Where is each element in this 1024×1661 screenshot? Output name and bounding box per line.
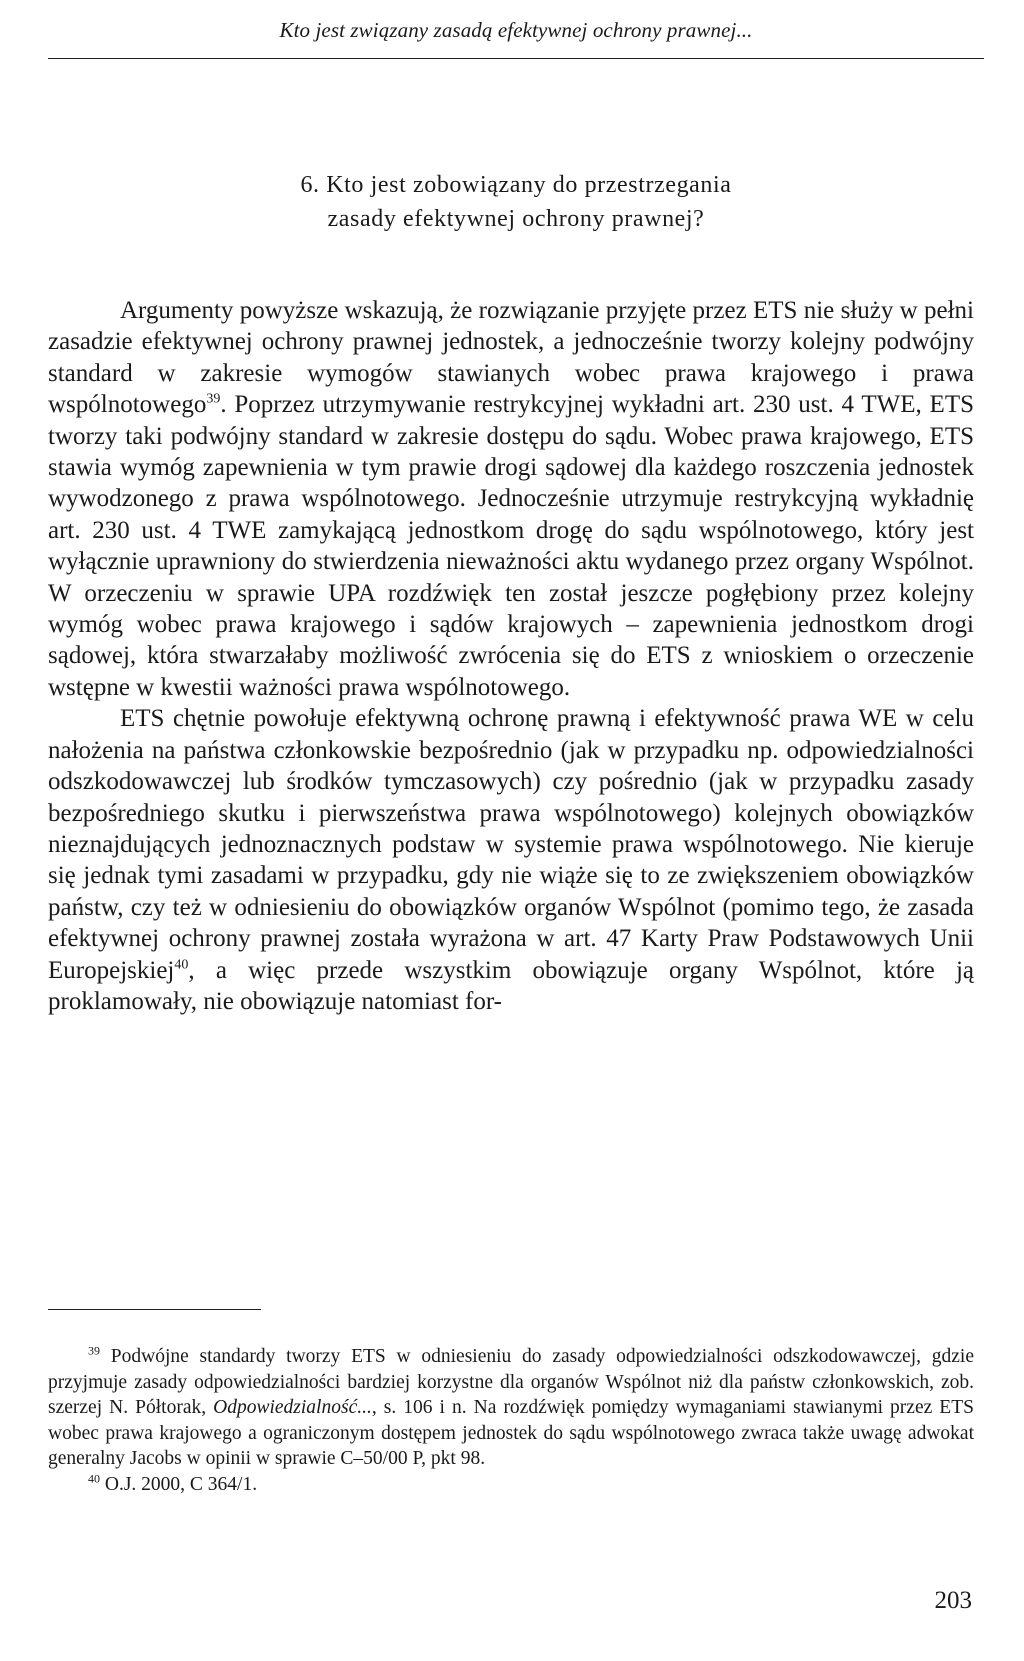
paragraph-1-text-b: . Poprzez utrzymywanie restrykcyjnej wykładni art. 230 ust. 4 TWE, ETS tworzy taki podwójny standard w zakresie dostępu do sądu. Wobec prawa krajowego, ETS stawia wymóg zapewnienia w tym prawie drogi sądowej dla każdego roszczenia jednostek wywodzonego z prawa wspólnotowego. Jednocześnie utrzymuje restrykcyjną wykładnię art. 230 ust. 4 TWE zamykającą jednostkom drogę do sądu wspólnotowego, który jest wyłącznie uprawniony do stwierdzenia nieważności aktu wydanego przez organy Wspólnot. W orzeczeniu w sprawie UPA rozdźwięk ten został jeszcze pogłębiony przez kolejny wymóg wobec prawa krajowego i sądów krajowych – zapewnienia jednostkom drogi sądowej, która stwarzałaby możliwość zwrócenia się do ETS z wnioskiem o orzeczenie wstępne w kwestii ważności prawa wspólnotowego. [48,391,974,701]
header-rule [48,58,984,59]
page-number: 203 [934,1587,972,1614]
footnote-39 [48,1344,974,1472]
footnote-ref-40[interactable]: 40 [174,957,189,973]
paragraph-2-text-a: ETS chętnie powołuje efektywną ochronę prawną i efektywność prawa WE w celu nałożenia na państwa członkowskie bezpośrednio (jak w przypadku np. odpowiedzialności odszkodowawczej lub środków tymczasowych) czy pośrednio (jak w przypadku zasady bezpośredniego skutku i pierwszeństwa prawa wspólnotowego) kolejnych obowiązków nieznajdujących jednoznacznych podstaw w systemie prawa wspólnotowego. Nie kieruje się jednak tymi zasadami w przypadku, gdy nie wiąże się to ze zwiększeniem obowiązków państw, czy też w odniesieniu do obowiązków organów Wspólnot (pomimo tego, że zasada efektywnej ochrony prawnej została wyrażona w art. 47 Karty Praw Podstawowych Unii Europejskiej [48,705,974,984]
body-text [48,295,974,1017]
footnote-39-text-a: Podwójne standardy tworzy ETS w odniesieniu do zasady odpowiedzialności odszkodowawczej, gdzie przyjmuje zasady odpowiedzialności bardziej korzystne dla organów Wspólnot niż dla państw członkowskich, zob. szerzej N. Półtorak, [48,1346,974,1419]
footnotes [48,1344,974,1498]
section-title [48,168,984,236]
footnote-39-text-b: , s. 106 i n. Na rozdźwięk pomiędzy wymaganiami stawianymi przez ETS wobec prawa krajowego a ograniczonym dostępem jednostek do sądu wspólnotowego zwraca także uwagę adwokat generalny Jacobs w opinii w sprawie C–50/00 P, pkt 98. [48,1397,974,1470]
running-head: Kto jest związany zasadą efektywnej ochrony prawnej... [279,18,753,42]
footnote-39-italic-title: Odpowiedzialność... [213,1397,372,1419]
footnote-rule [48,1309,261,1310]
footnote-number-39: 39 [88,1343,100,1358]
paragraph-1-text-a: Argumenty powyższe wskazują, że rozwiązanie przyjęte przez ETS nie służy w pełni zasadzie efektywnej ochrony prawnej jednostek, a jednocześnie tworzy kolejny podwójny standard w zakresie wymogów stawianych wobec prawa krajowego i prawa wspólnotowego [48,297,974,419]
paragraph-2 [48,703,974,1017]
paragraph-1 [48,295,974,703]
footnote-40 [48,1472,974,1498]
section-title-line-1: 6. Kto jest zobowiązany do przestrzegania [300,172,732,198]
section-title-line-2: zasady efektywnej ochrony prawnej? [327,206,705,232]
footnote-ref-39[interactable]: 39 [206,391,221,407]
footnote-number-40: 40 [88,1471,100,1486]
footnote-40-text: O.J. 2000, C 364/1. [104,1473,258,1495]
paragraph-2-text-b: , a więc przede wszystkim obowiązuje organy Wspólnot, które ją proklamowały, nie obowiązuje natomiast for- [48,956,974,1015]
